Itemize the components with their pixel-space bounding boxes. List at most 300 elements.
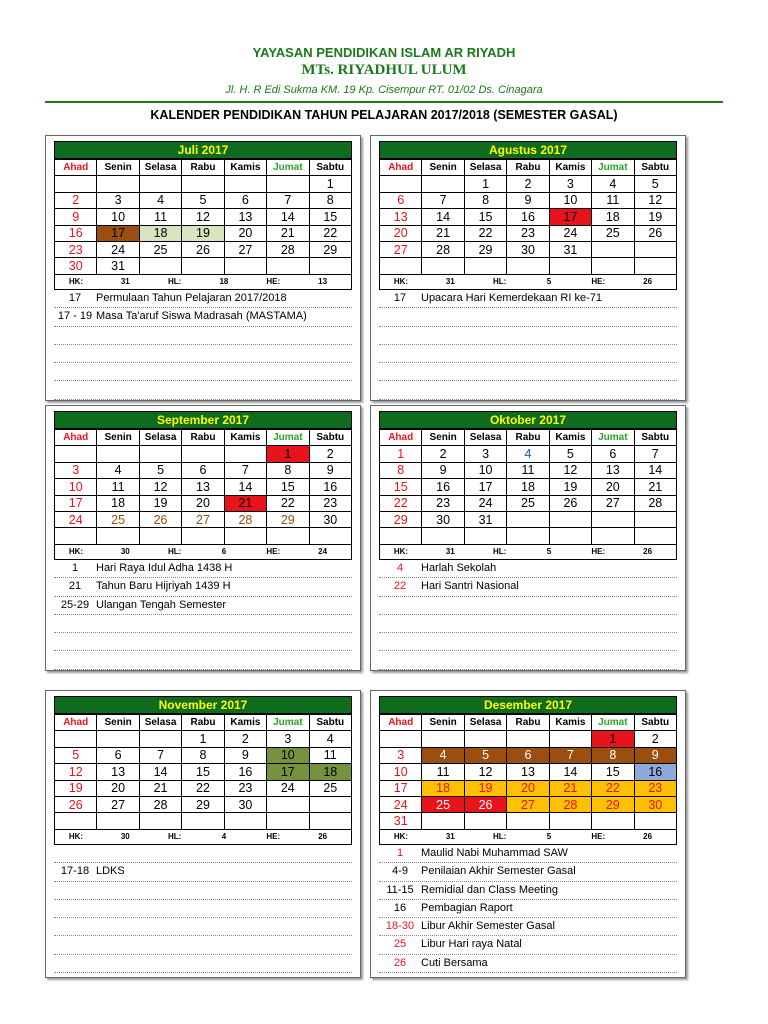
- date-cell: 13: [592, 462, 634, 478]
- date-cell: 21: [224, 495, 266, 511]
- date-cell: 10: [97, 209, 139, 225]
- event-text: Maulid Nabi Muhammad SAW: [421, 847, 568, 859]
- day-header: Sabtu: [309, 715, 351, 731]
- calendar-grid: [379, 429, 677, 545]
- stat-label: HK:: [68, 276, 84, 286]
- date-cell: 12: [139, 479, 181, 495]
- event-date: 21: [68, 580, 82, 593]
- date-cell: 16: [422, 479, 464, 495]
- date-cell: 23: [309, 495, 351, 511]
- date-cell: [592, 528, 634, 544]
- date-cell: 4: [139, 192, 181, 208]
- date-cell: 18: [309, 764, 351, 780]
- month-title: Oktober 2017: [379, 411, 677, 429]
- date-cell: 31: [464, 511, 506, 527]
- date-cell: 5: [182, 192, 224, 208]
- date-cell: [422, 176, 464, 192]
- month-panel: [45, 405, 361, 671]
- week-row: [55, 258, 352, 274]
- event-row: [379, 597, 677, 615]
- event-row: [379, 900, 677, 918]
- day-header: Senin: [422, 430, 464, 446]
- date-cell: [139, 176, 181, 192]
- date-cell: 12: [464, 764, 506, 780]
- foundation-name: YAYASAN PENDIDIKAN ISLAM AR RIYADH: [252, 45, 516, 60]
- date-cell: 19: [182, 225, 224, 241]
- header-divider: [45, 101, 723, 103]
- event-row: [54, 290, 352, 308]
- date-cell: 20: [380, 225, 422, 241]
- date-cell: [592, 258, 634, 274]
- date-cell: 9: [422, 462, 464, 478]
- event-row: [54, 615, 352, 633]
- stat-label: HE:: [591, 831, 606, 841]
- date-cell: 9: [224, 747, 266, 763]
- date-cell: [422, 813, 464, 829]
- stat-value: 26: [643, 831, 653, 841]
- event-row: [379, 882, 677, 900]
- event-row: [379, 633, 677, 651]
- date-cell: [507, 731, 549, 747]
- date-cell: 2: [55, 192, 97, 208]
- date-cell: 25: [507, 495, 549, 511]
- date-cell: 12: [549, 462, 591, 478]
- stat-label: HE:: [266, 831, 281, 841]
- date-cell: 3: [380, 747, 422, 763]
- day-header-row: [380, 430, 677, 446]
- week-row: [380, 495, 677, 511]
- week-row: [380, 192, 677, 208]
- stat-label: HK:: [393, 276, 409, 286]
- date-cell: 24: [267, 780, 309, 796]
- day-header: Kamis: [224, 430, 266, 446]
- event-date: 16: [393, 901, 407, 914]
- date-cell: 15: [309, 209, 351, 225]
- day-header: Ahad: [55, 715, 97, 731]
- date-cell: 26: [182, 241, 224, 257]
- date-cell: 23: [422, 495, 464, 511]
- stat-value: 6: [221, 546, 227, 556]
- event-text: Libur Hari raya Natal: [421, 938, 522, 951]
- date-cell: 22: [592, 780, 634, 796]
- stat-value: 5: [546, 546, 552, 556]
- date-cell: [224, 176, 266, 192]
- date-cell: [634, 528, 676, 544]
- date-cell: [380, 258, 422, 274]
- date-cell: 5: [55, 747, 97, 763]
- date-cell: [549, 258, 591, 274]
- date-cell: 25: [97, 511, 139, 527]
- month-panel: [45, 690, 361, 978]
- day-header: Rabu: [507, 715, 549, 731]
- date-cell: 17: [97, 225, 139, 241]
- date-cell: 1: [182, 731, 224, 747]
- date-cell: 4: [592, 176, 634, 192]
- date-cell: 1: [309, 176, 351, 192]
- date-cell: 18: [97, 495, 139, 511]
- date-cell: [464, 813, 506, 829]
- day-header-row: [55, 715, 352, 731]
- day-header: Rabu: [182, 430, 224, 446]
- day-header: Kamis: [224, 160, 266, 176]
- stat-value: 18: [219, 276, 229, 286]
- date-cell: 24: [55, 511, 97, 527]
- date-cell: [97, 446, 139, 462]
- date-cell: 14: [549, 764, 591, 780]
- date-cell: 24: [549, 225, 591, 241]
- month-stats: [54, 545, 352, 560]
- month-title: September 2017: [54, 411, 352, 429]
- stat-value: 4: [221, 831, 227, 841]
- date-cell: 7: [139, 747, 181, 763]
- date-cell: 23: [55, 241, 97, 257]
- date-cell: 20: [97, 780, 139, 796]
- event-row: [54, 918, 352, 936]
- date-cell: 7: [634, 446, 676, 462]
- date-cell: [139, 528, 181, 544]
- event-date: 17 - 19: [57, 310, 93, 323]
- date-cell: 19: [55, 780, 97, 796]
- date-cell: [464, 731, 506, 747]
- date-cell: 7: [267, 192, 309, 208]
- stat-value: 5: [546, 831, 552, 841]
- date-cell: 26: [55, 796, 97, 812]
- week-row: [380, 209, 677, 225]
- date-cell: 11: [507, 462, 549, 478]
- date-cell: 17: [464, 479, 506, 495]
- date-cell: 11: [97, 479, 139, 495]
- date-cell: 25: [139, 241, 181, 257]
- day-header: Selasa: [464, 715, 506, 731]
- stat-value: 5: [546, 276, 552, 286]
- date-cell: 6: [592, 446, 634, 462]
- event-row: [54, 900, 352, 918]
- date-cell: 13: [380, 209, 422, 225]
- date-cell: [592, 813, 634, 829]
- calendar-grid: [54, 159, 352, 275]
- date-cell: [634, 258, 676, 274]
- event-date: 11-15: [386, 883, 414, 896]
- date-cell: [422, 731, 464, 747]
- date-cell: 2: [422, 446, 464, 462]
- week-row: [55, 495, 352, 511]
- date-cell: 23: [507, 225, 549, 241]
- stat-value: 31: [445, 276, 455, 286]
- date-cell: [182, 176, 224, 192]
- date-cell: [224, 813, 266, 829]
- event-text: Harlah Sekolah: [421, 562, 497, 574]
- date-cell: 28: [139, 796, 181, 812]
- date-cell: 6: [380, 192, 422, 208]
- day-header: Jumat: [267, 160, 309, 176]
- event-row: [54, 597, 352, 615]
- stat-label: HL:: [167, 831, 182, 841]
- date-cell: 30: [309, 511, 351, 527]
- date-cell: 14: [267, 209, 309, 225]
- date-cell: 11: [309, 747, 351, 763]
- month-title: Juli 2017: [54, 141, 352, 159]
- event-list: [54, 845, 352, 973]
- event-text: Cuti Bersama: [421, 956, 488, 969]
- date-cell: 17: [380, 780, 422, 796]
- date-cell: [634, 813, 676, 829]
- month-stats: [379, 545, 677, 560]
- day-header: Ahad: [380, 430, 422, 446]
- date-cell: 12: [634, 192, 676, 208]
- event-text: Penilaian Akhir Semester Gasal: [421, 865, 576, 878]
- date-cell: 16: [309, 479, 351, 495]
- month-title: Desember 2017: [379, 696, 677, 714]
- date-cell: 29: [464, 241, 506, 257]
- date-cell: 19: [549, 479, 591, 495]
- day-header-row: [380, 715, 677, 731]
- date-cell: [267, 813, 309, 829]
- date-cell: 13: [97, 764, 139, 780]
- event-row: [379, 363, 677, 381]
- event-row: [379, 936, 677, 954]
- date-cell: [139, 731, 181, 747]
- date-cell: 1: [592, 731, 634, 747]
- month-title: November 2017: [54, 696, 352, 714]
- event-list: [379, 290, 677, 400]
- event-date: 4: [396, 562, 404, 574]
- event-text: Hari Santri Nasional: [421, 580, 519, 593]
- date-cell: [97, 528, 139, 544]
- date-cell: 2: [634, 731, 676, 747]
- event-row: [379, 918, 677, 936]
- week-row: [55, 528, 352, 544]
- date-cell: 15: [267, 479, 309, 495]
- week-row: [55, 796, 352, 812]
- day-header: Ahad: [380, 160, 422, 176]
- date-cell: 10: [267, 747, 309, 763]
- date-cell: [549, 731, 591, 747]
- stat-value: 26: [318, 831, 328, 841]
- date-cell: 22: [267, 495, 309, 511]
- event-row: [54, 633, 352, 651]
- date-cell: 27: [380, 241, 422, 257]
- date-cell: 13: [182, 479, 224, 495]
- event-date: 18-30: [385, 920, 415, 933]
- day-header: Sabtu: [309, 160, 351, 176]
- week-row: [55, 747, 352, 763]
- month-calendar: [379, 141, 677, 290]
- date-cell: 3: [55, 462, 97, 478]
- week-row: [55, 462, 352, 478]
- day-header: Senin: [422, 160, 464, 176]
- date-cell: 2: [507, 176, 549, 192]
- event-date: 26: [393, 956, 407, 969]
- week-row: [380, 780, 677, 796]
- event-text: Masa Ta'aruf Siswa Madrasah (MASTAMA): [96, 310, 307, 323]
- week-row: [380, 747, 677, 763]
- day-header: Sabtu: [634, 430, 676, 446]
- day-header-row: [55, 430, 352, 446]
- date-cell: 30: [507, 241, 549, 257]
- stat-label: HE:: [591, 276, 606, 286]
- date-cell: 21: [267, 225, 309, 241]
- date-cell: 9: [55, 209, 97, 225]
- date-cell: [267, 528, 309, 544]
- day-header: Kamis: [549, 160, 591, 176]
- date-cell: [309, 796, 351, 812]
- date-cell: [224, 258, 266, 274]
- day-header: Selasa: [464, 430, 506, 446]
- date-cell: 5: [549, 446, 591, 462]
- stat-label: HE:: [591, 546, 606, 556]
- day-header: Ahad: [55, 430, 97, 446]
- week-row: [55, 192, 352, 208]
- date-cell: [55, 176, 97, 192]
- date-cell: 21: [549, 780, 591, 796]
- stat-label: HL:: [492, 831, 507, 841]
- stat-value: 24: [318, 546, 328, 556]
- date-cell: 31: [97, 258, 139, 274]
- event-row: [379, 381, 677, 399]
- day-header: Senin: [97, 430, 139, 446]
- date-cell: 15: [592, 764, 634, 780]
- date-cell: 31: [380, 813, 422, 829]
- date-cell: 16: [634, 764, 676, 780]
- event-row: [54, 363, 352, 381]
- event-row: [379, 955, 677, 973]
- date-cell: 3: [97, 192, 139, 208]
- date-cell: [592, 241, 634, 257]
- week-row: [55, 764, 352, 780]
- date-cell: 8: [182, 747, 224, 763]
- date-cell: [182, 528, 224, 544]
- week-row: [55, 241, 352, 257]
- date-cell: 6: [97, 747, 139, 763]
- date-cell: [634, 511, 676, 527]
- stat-label: HE:: [266, 546, 281, 556]
- event-row: [379, 863, 677, 881]
- week-row: [55, 225, 352, 241]
- date-cell: 30: [422, 511, 464, 527]
- date-cell: [380, 731, 422, 747]
- date-cell: 20: [507, 780, 549, 796]
- date-cell: 24: [464, 495, 506, 511]
- date-cell: 22: [309, 225, 351, 241]
- day-header: Jumat: [267, 430, 309, 446]
- date-cell: 17: [267, 764, 309, 780]
- day-header: Selasa: [139, 715, 181, 731]
- date-cell: 29: [309, 241, 351, 257]
- event-row: [54, 578, 352, 596]
- date-cell: 6: [507, 747, 549, 763]
- date-cell: 16: [224, 764, 266, 780]
- date-cell: 27: [224, 241, 266, 257]
- date-cell: 3: [464, 446, 506, 462]
- date-cell: 26: [139, 511, 181, 527]
- day-header: Rabu: [182, 715, 224, 731]
- month-title: Agustus 2017: [379, 141, 677, 159]
- week-row: [380, 462, 677, 478]
- date-cell: 9: [309, 462, 351, 478]
- date-cell: [97, 176, 139, 192]
- event-list: [54, 290, 352, 400]
- day-header: Rabu: [507, 160, 549, 176]
- date-cell: [97, 731, 139, 747]
- date-cell: 4: [422, 747, 464, 763]
- date-cell: 28: [224, 511, 266, 527]
- date-cell: [224, 528, 266, 544]
- date-cell: [267, 796, 309, 812]
- date-cell: [380, 528, 422, 544]
- stat-value: 31: [120, 276, 130, 286]
- stat-label: HL:: [492, 546, 507, 556]
- date-cell: 6: [224, 192, 266, 208]
- date-cell: [309, 528, 351, 544]
- day-header: Sabtu: [634, 715, 676, 731]
- event-date: 25: [393, 938, 407, 951]
- date-cell: 19: [464, 780, 506, 796]
- date-cell: [182, 258, 224, 274]
- date-cell: [55, 446, 97, 462]
- week-row: [380, 813, 677, 829]
- event-list: [54, 560, 352, 670]
- date-cell: 21: [139, 780, 181, 796]
- date-cell: 18: [422, 780, 464, 796]
- date-cell: [549, 528, 591, 544]
- school-name: MTs. RIYADHUL ULUM: [301, 62, 467, 78]
- date-cell: 9: [634, 747, 676, 763]
- week-row: [380, 796, 677, 812]
- date-cell: 13: [507, 764, 549, 780]
- event-row: [54, 327, 352, 345]
- date-cell: 16: [55, 225, 97, 241]
- event-date: 22: [393, 580, 407, 593]
- event-row: [54, 560, 352, 578]
- date-cell: 25: [309, 780, 351, 796]
- date-cell: [380, 176, 422, 192]
- month-stats: [379, 275, 677, 290]
- stat-label: HK:: [393, 546, 409, 556]
- date-cell: 19: [634, 209, 676, 225]
- date-cell: [139, 258, 181, 274]
- date-cell: 26: [464, 796, 506, 812]
- event-date: 1: [71, 562, 79, 574]
- date-cell: 8: [380, 462, 422, 478]
- date-cell: 10: [55, 479, 97, 495]
- day-header-row: [55, 160, 352, 176]
- event-date: 1: [396, 847, 404, 859]
- month-panel: [370, 405, 686, 671]
- date-cell: 31: [549, 241, 591, 257]
- date-cell: 6: [182, 462, 224, 478]
- date-cell: 10: [464, 462, 506, 478]
- date-cell: 8: [464, 192, 506, 208]
- event-row: [54, 955, 352, 973]
- date-cell: 28: [549, 796, 591, 812]
- date-cell: 1: [464, 176, 506, 192]
- date-cell: 5: [464, 747, 506, 763]
- week-row: [55, 731, 352, 747]
- date-cell: 20: [592, 479, 634, 495]
- week-row: [380, 258, 677, 274]
- school-address: Jl. H. R Edi Sukma KM. 19 Kp. Cisempur RT. 01/02 Ds. Cinagara: [225, 84, 543, 96]
- date-cell: 11: [139, 209, 181, 225]
- date-cell: 28: [634, 495, 676, 511]
- event-row: [379, 345, 677, 363]
- calendar-grid: [379, 714, 677, 830]
- week-row: [380, 225, 677, 241]
- day-header: Ahad: [55, 160, 97, 176]
- day-header: Rabu: [507, 430, 549, 446]
- month-panel: [45, 135, 361, 401]
- date-cell: 1: [267, 446, 309, 462]
- date-cell: 12: [182, 209, 224, 225]
